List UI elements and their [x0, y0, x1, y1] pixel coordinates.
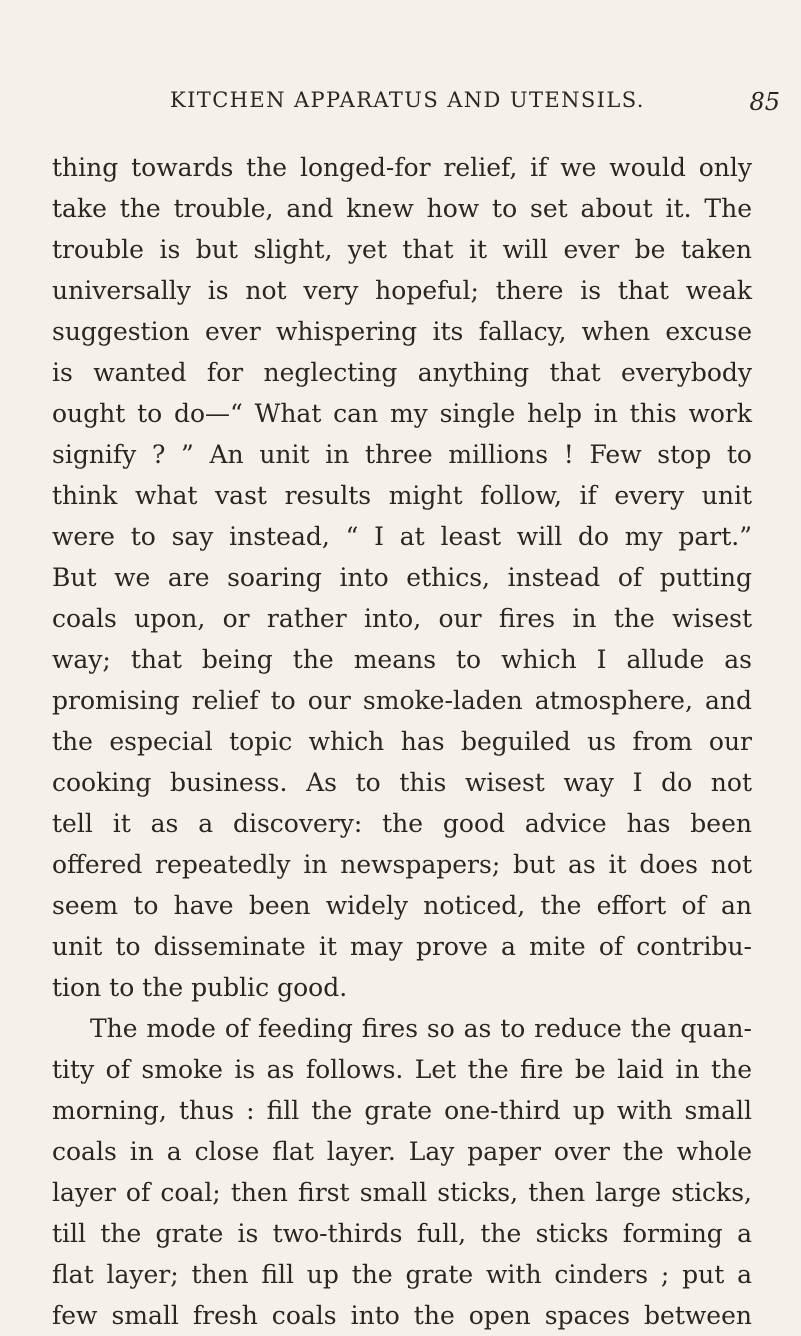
text-line: tion to the public good.	[52, 973, 348, 1002]
text-line: ought to do—“ What can my single help in this work	[52, 399, 752, 428]
page-header	[170, 88, 780, 118]
text-line: were to say instead, “ I at least will do my part.”	[52, 522, 752, 551]
text-line: coals upon, or rather into, our fires in the wisest	[52, 604, 752, 633]
body-text	[52, 147, 752, 1336]
text-line: promising relief to our smoke-laden atmosphere, and	[52, 686, 752, 715]
text-line: seem to have been widely noticed, the effort of an	[52, 891, 752, 920]
text-line: cooking business. As to this wisest way I do not	[52, 768, 752, 797]
paragraph-2	[52, 1008, 752, 1336]
text-line: suggestion ever whispering its fallacy, when excuse	[52, 317, 752, 346]
text-line: flat layer; then fill up the grate with cinders ; put a	[52, 1260, 752, 1289]
text-line: trouble is but slight, yet that it will ever be taken	[52, 235, 752, 264]
text-line: is wanted for neglecting anything that everybody	[52, 358, 752, 387]
text-line: few small fresh coals into the open spaces between	[52, 1301, 752, 1330]
running-head: KITCHEN APPARATUS AND UTENSILS.	[170, 88, 645, 112]
paragraph-1	[52, 147, 752, 1008]
text-line: the especial topic which has beguiled us from our	[52, 727, 752, 756]
text-line: universally is not very hopeful; there is that weak	[52, 276, 752, 305]
text-line: till the grate is two-thirds full, the sticks forming a	[52, 1219, 752, 1248]
text-line: offered repeatedly in newspapers; but as it does not	[52, 850, 752, 879]
text-line: take the trouble, and knew how to set about it. The	[52, 194, 752, 223]
text-line: layer of coal; then first small sticks, then large sticks,	[52, 1178, 752, 1207]
text-line: tell it as a discovery: the good advice has been	[52, 809, 752, 838]
text-line: morning, thus : fill the grate one-third up with small	[52, 1096, 752, 1125]
text-line: unit to disseminate it may prove a mite of contribu-	[52, 932, 752, 961]
page-number: 85	[749, 88, 780, 116]
text-line: coals in a close flat layer. Lay paper over the whole	[52, 1137, 752, 1166]
text-line: But we are soaring into ethics, instead of putting	[52, 563, 752, 592]
text-line: think what vast results might follow, if every unit	[52, 481, 752, 510]
text-line: tity of smoke is as follows. Let the fire be laid in the	[52, 1055, 752, 1084]
text-line: way; that being the means to which I allude as	[52, 645, 752, 674]
text-line: signify ? ” An unit in three millions ! Few stop to	[52, 440, 752, 469]
text-line: thing towards the longed-for relief, if we would only	[52, 153, 752, 182]
text-line: The mode of feeding fires so as to reduce the quan-	[90, 1014, 752, 1043]
